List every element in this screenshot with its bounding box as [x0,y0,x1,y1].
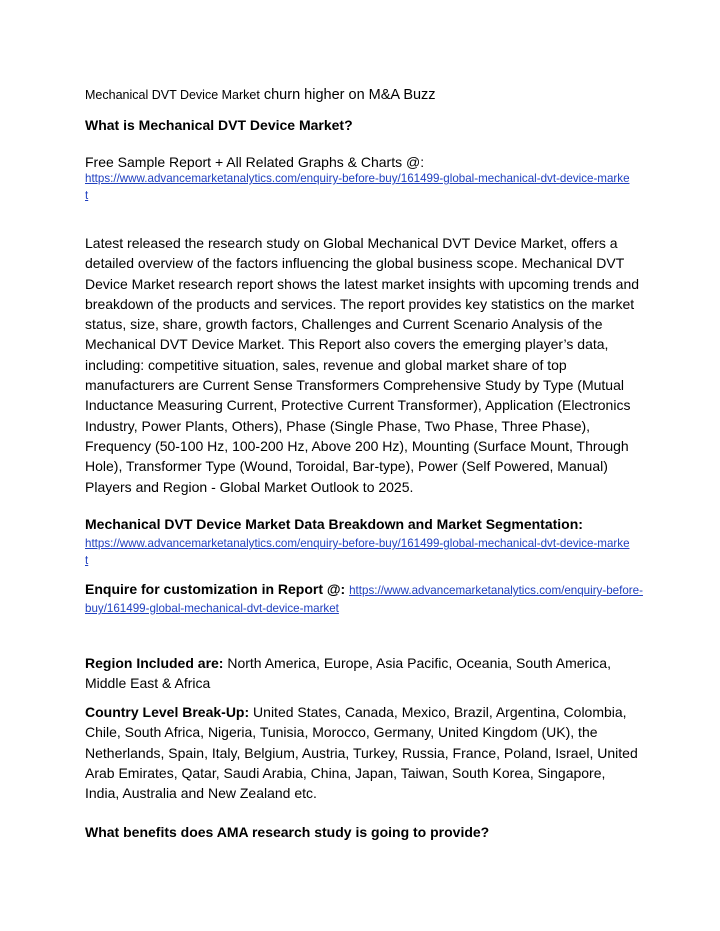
title-large-text: churn higher on M&A Buzz [259,87,436,103]
breakdown-heading: Mechanical DVT Device Market Data Breakdown and Market Segmentation: [85,516,583,532]
document-title [85,86,645,104]
benefits-heading: What benefits does AMA research study is going to provide? [85,824,490,840]
sample-label: Free Sample Report + All Related Graphs & Charts @: [85,154,425,170]
breakdown-link[interactable]: https://www.advancemarketanalytics.com/enquiry-before-buy/161499-global-mechanical-dvt-device-market [85,537,630,567]
region-label: Region Included are: [85,655,224,671]
sample-report-link[interactable]: https://www.advancemarketanalytics.com/enquiry-before-buy/161499-global-mechanical-dvt-device-market [85,172,630,202]
customization-line [85,580,645,617]
country-text: United States, Canada, Mexico, Brazil, Argentina, Colombia, Chile, South Africa, Nigeria, Tunisia, Morocco, Germany, United Kingdom (UK), the Netherlands, Spain, Italy, Belgium, Austria, Turkey, Russia, France, Poland, Israel, United Arab Emirates, Qatar, Saudi Arabia, China, Japan, Taiwan, South Korea, Singapore, India, Australia and New Zealand etc. [85,704,638,802]
country-label: Country Level Break-Up: [85,704,250,720]
customization-link[interactable]: https://www.advancemarketanalytics.com/enquiry-before-buy/161499-global-mechanical-dvt-device-market [85,584,643,615]
intro-paragraph: Latest released the research study on Global Mechanical DVT Device Market, offers a detailed overview of the factors influencing the global business scope. Mechanical DVT Device Market research report shows the latest market insights with upcoming trends and breakdown of the products and services. The report provides key statistics on the market status, size, share, growth factors, Challenges and Current Scenario Analysis of the Mechanical DVT Device Market. This Report also covers the emerging player’s data, including: competitive situation, sales, revenue and global market share of top manufacturers are Current Sense Transformers Comprehensive Study by Type (Mutual Inductance Measuring Current, Protective Current Transformer), Application (Electronics Industry, Power Plants, Others), Phase (Single Phase, Two Phase, Three Phase), Frequency (50-100 Hz, 100-200 Hz, Above 200 Hz), Mounting (Surface Mount, Through Hole), Transformer Type (Wound, Toroidal, Bar-type), Power (Self Powered, Manual) Players and Region - Global Market Outlook to 2025. [85,235,640,495]
region-text: North America, Europe, Asia Pacific, Oceania, South America, Middle East & Africa [85,655,611,692]
region-paragraph [85,653,645,694]
title-small-text: Mechanical DVT Device Market [85,88,260,102]
country-paragraph [85,702,640,803]
customization-label: Enquire for customization in Report @: [85,581,350,597]
question-heading: What is Mechanical DVT Device Market? [85,117,353,133]
